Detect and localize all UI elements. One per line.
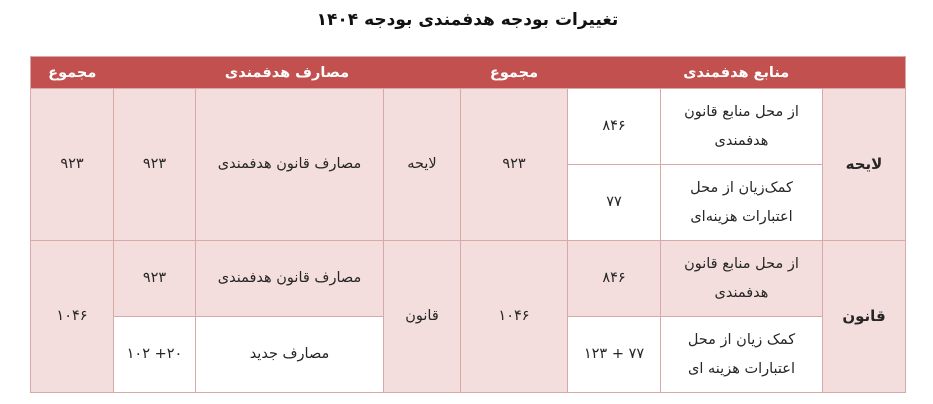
header-sources: منابع هدفمندی [568, 57, 906, 89]
page-title: تغییرات بودجه هدفمندی بودجه ۱۴۰۴ [316, 10, 619, 30]
row-label-cell: لایحه [823, 89, 906, 241]
uses-item-label: مصارف جدید [196, 317, 384, 393]
table-row [31, 241, 906, 317]
uses-item-value: ۹۲۳ [114, 241, 196, 317]
uses-item-value: ۹۲۳ [114, 89, 196, 241]
budget-table [30, 56, 906, 393]
sources-item-label: کمک زیان از محل اعتبارات هزینه ای [661, 317, 823, 393]
sources-total-cell: ۹۲۳ [461, 89, 568, 241]
header-sources-total: مجموع [461, 57, 568, 89]
sources-item-value: ۱۲۳ + ۷۷ [568, 317, 661, 393]
uses-item-label: مصارف قانون هدفمندی [196, 241, 384, 317]
table-row [31, 89, 906, 165]
sources-item-value: ۷۷ [568, 165, 661, 241]
sources-item-label: از محل منابع قانون هدفمندی [661, 241, 823, 317]
uses-total-cell: ۱۰۴۶ [31, 241, 114, 393]
sources-item-label: کمک‌زیان از محل اعتبارات هزینه‌ای [661, 165, 823, 241]
uses-item-value: ۱۰۲ +۲۰ [114, 317, 196, 393]
header-uses-total: مجموع [31, 57, 114, 89]
row-label-cell: قانون [823, 241, 906, 393]
header-row [31, 57, 906, 89]
sources-item-value: ۸۴۶ [568, 241, 661, 317]
uses-total-cell: ۹۲۳ [31, 89, 114, 241]
uses-item-label: مصارف قانون هدفمندی [196, 89, 384, 241]
sources-item-label: از محل منابع قانون هدفمندی [661, 89, 823, 165]
header-uses: مصارف هدفمندی [114, 57, 461, 89]
center-row-label: قانون [384, 241, 461, 393]
sources-total-cell: ۱۰۴۶ [461, 241, 568, 393]
center-row-label: لایحه [384, 89, 461, 241]
sources-item-value: ۸۴۶ [568, 89, 661, 165]
